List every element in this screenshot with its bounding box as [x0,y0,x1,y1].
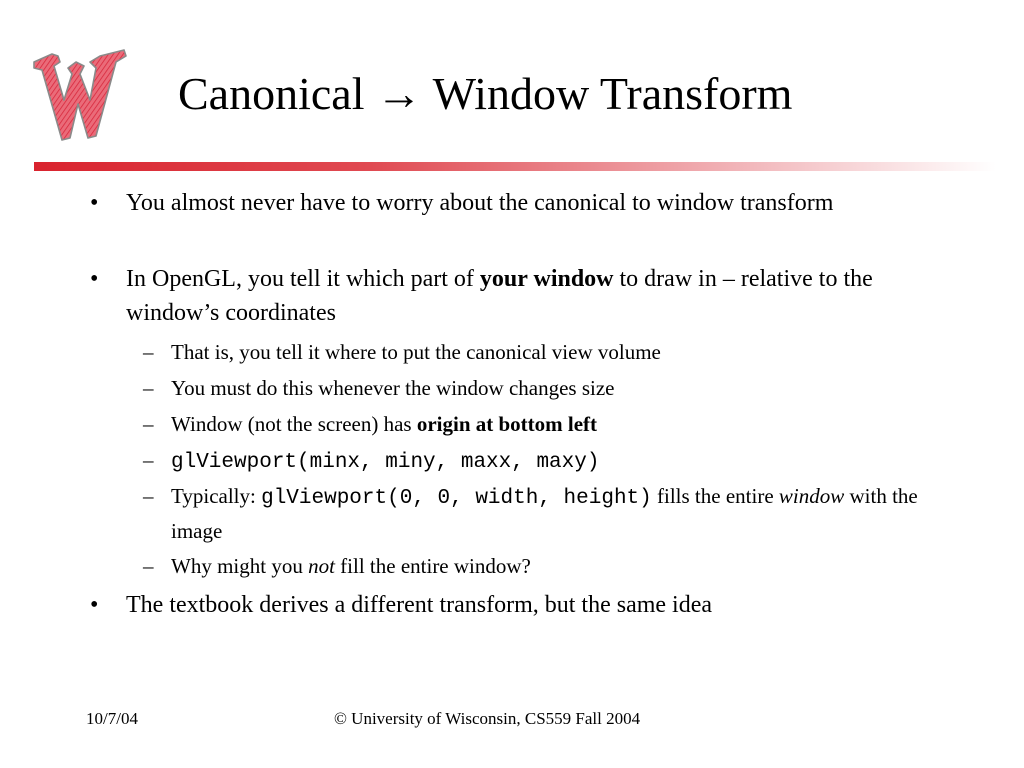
wisconsin-w-logo-icon [30,40,130,142]
bullet-text: You almost never have to worry about the canonical to window transform [126,190,834,216]
footer-date: 10/7/04 [86,709,138,728]
title-divider [34,162,996,171]
subbullet-italic-text: not [308,554,335,578]
footer-copyright: © University of Wisconsin, CS559 Fall 2004 [334,709,641,728]
code-text: glViewport(0, 0, width, height) [261,487,652,510]
subbullet-item [143,408,931,440]
title-left: Canonical [178,68,365,119]
subbullet-text: fill the entire window? [334,554,531,578]
subbullet-text: with the image [171,484,918,543]
dash-icon: – [143,412,154,436]
subbullet-item [143,480,931,547]
subbullet-item [143,550,931,582]
bullet-item [90,262,956,330]
bullet-icon: • [90,592,99,618]
code-text: glViewport(minx, miny, maxx, maxy) [171,451,600,474]
bullet-item [90,588,956,622]
bullet-icon: • [90,266,99,292]
subbullet-item [143,372,931,404]
subbullet-italic-text: window [778,484,845,508]
dash-icon: – [143,340,154,364]
dash-icon: – [143,484,154,508]
bullet-text: The textbook derives a different transform, but the same idea [126,592,713,618]
subbullet-text: That is, you tell it where to put the canonical view volume [171,340,661,364]
bullet-bold-text: your window [479,266,614,292]
slide-title [178,66,792,122]
subbullet-text: Window (not the screen) has [171,412,417,436]
bullet-item [90,186,956,220]
dash-icon: – [143,448,154,472]
right-arrow-icon: → [376,68,422,119]
bullet-text: to draw in – relative to the window’s coordinates [126,266,873,326]
dash-icon: – [143,554,154,578]
subbullet-bold-text: origin at bottom left [416,412,598,436]
bullet-text: In OpenGL, you tell it which part of [126,266,480,292]
subbullet-text: You must do this whenever the window changes size [171,376,615,400]
dash-icon: – [143,376,154,400]
bullet-icon: • [90,190,99,216]
subbullet-text: Typically: [171,484,262,508]
subbullet-text: Why might you [171,554,309,578]
subbullet-text: fills the entire [657,484,779,508]
subbullet-item [143,444,931,479]
title-right: Window Transform [432,68,793,119]
subbullet-item [143,336,931,368]
